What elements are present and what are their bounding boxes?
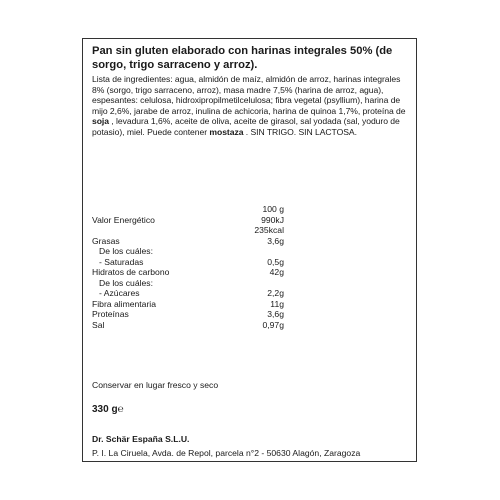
estimated-sign-icon: ℮ xyxy=(117,404,124,415)
nutrition-table xyxy=(92,204,392,330)
product-label xyxy=(82,38,417,462)
nutrition-row-fiber xyxy=(92,299,392,310)
nutrition-row-energy xyxy=(92,215,392,226)
nutrition-row-of-which-2 xyxy=(92,278,392,289)
nutrition-header-row xyxy=(92,204,392,215)
carbs-value: 42g xyxy=(269,267,284,277)
sugars-value: 2,2g xyxy=(267,288,284,298)
nutrition-row-energy-kcal xyxy=(92,225,392,236)
nutrition-row-sugars xyxy=(92,288,392,299)
of-which-label: De los cuáles: xyxy=(99,277,153,288)
ingredients-list xyxy=(92,74,412,138)
nutrition-row-salt xyxy=(92,320,392,331)
sugars-label: - Azúcares xyxy=(99,288,140,298)
nutrition-row-protein xyxy=(92,309,392,320)
nutrition-row-carbs xyxy=(92,267,392,278)
net-weight-value: 330 g xyxy=(92,404,118,415)
salt-label: Sal xyxy=(92,319,105,330)
energy-kj: 990kJ xyxy=(261,214,284,225)
of-which-label: De los cuáles: xyxy=(99,246,153,256)
fiber-label: Fibra alimentaria xyxy=(92,298,156,309)
energy-kcal: 235kcal xyxy=(254,225,284,235)
carbs-label: Hidratos de carbono xyxy=(92,267,170,277)
product-title: Pan sin gluten elaborado con harinas integrales 50% (de sorgo, trigo sarraceno y arroz). xyxy=(92,45,393,71)
fiber-value: 11g xyxy=(270,298,284,309)
energy-label: Valor Energético xyxy=(92,214,155,225)
storage-instructions: Conservar en lugar fresco y seco xyxy=(92,380,219,390)
fat-label: Grasas xyxy=(92,235,120,246)
ingredients-text-2: , levadura 1,6%, aceite de oliva, aceite de girasol, sal yodada (sal, yoduro de potasio), miel. Puede contener xyxy=(92,116,400,137)
nutrition-row-saturated xyxy=(92,257,392,268)
protein-label: Proteínas xyxy=(92,309,129,319)
company-name: Dr. Schär España S.L.U. xyxy=(92,434,190,444)
salt-value: 0,97g xyxy=(262,319,284,330)
nutrition-row-of-which-1 xyxy=(92,246,392,257)
nutrition-row-fat xyxy=(92,236,392,247)
ingredients-text-3: . SIN TRIGO. SIN LACTOSA. xyxy=(243,126,357,137)
net-weight xyxy=(92,404,124,415)
allergen-soja: soja xyxy=(92,116,109,127)
saturated-value: 0,5g xyxy=(267,256,284,267)
per-100g-header: 100 g xyxy=(262,204,284,214)
company-address: P. I. La Ciruela, Avda. de Repol, parcela n°2 - 50630 Alagón, Zaragoza xyxy=(92,448,361,458)
ingredients-text-1: Lista de ingredientes: agua, almidón de maíz, almidón de arroz, harinas integrales 8% (sorgo, trigo sarraceno, arroz), masa madre 7,5% (harina de arroz, agua), espesantes: celulosa, hidroxipropilmetilcelulosa; fibra vegetal (psyllium), harina de mijo 2,6%, jarabe de arroz, inulina de achicoria, harina de quinoa 1,7%, proteína de xyxy=(92,74,406,116)
protein-value: 3,6g xyxy=(267,309,284,319)
fat-value: 3,6g xyxy=(267,235,284,246)
allergen-mostaza: mostaza xyxy=(209,126,244,137)
saturated-label: - Saturadas xyxy=(99,256,144,267)
